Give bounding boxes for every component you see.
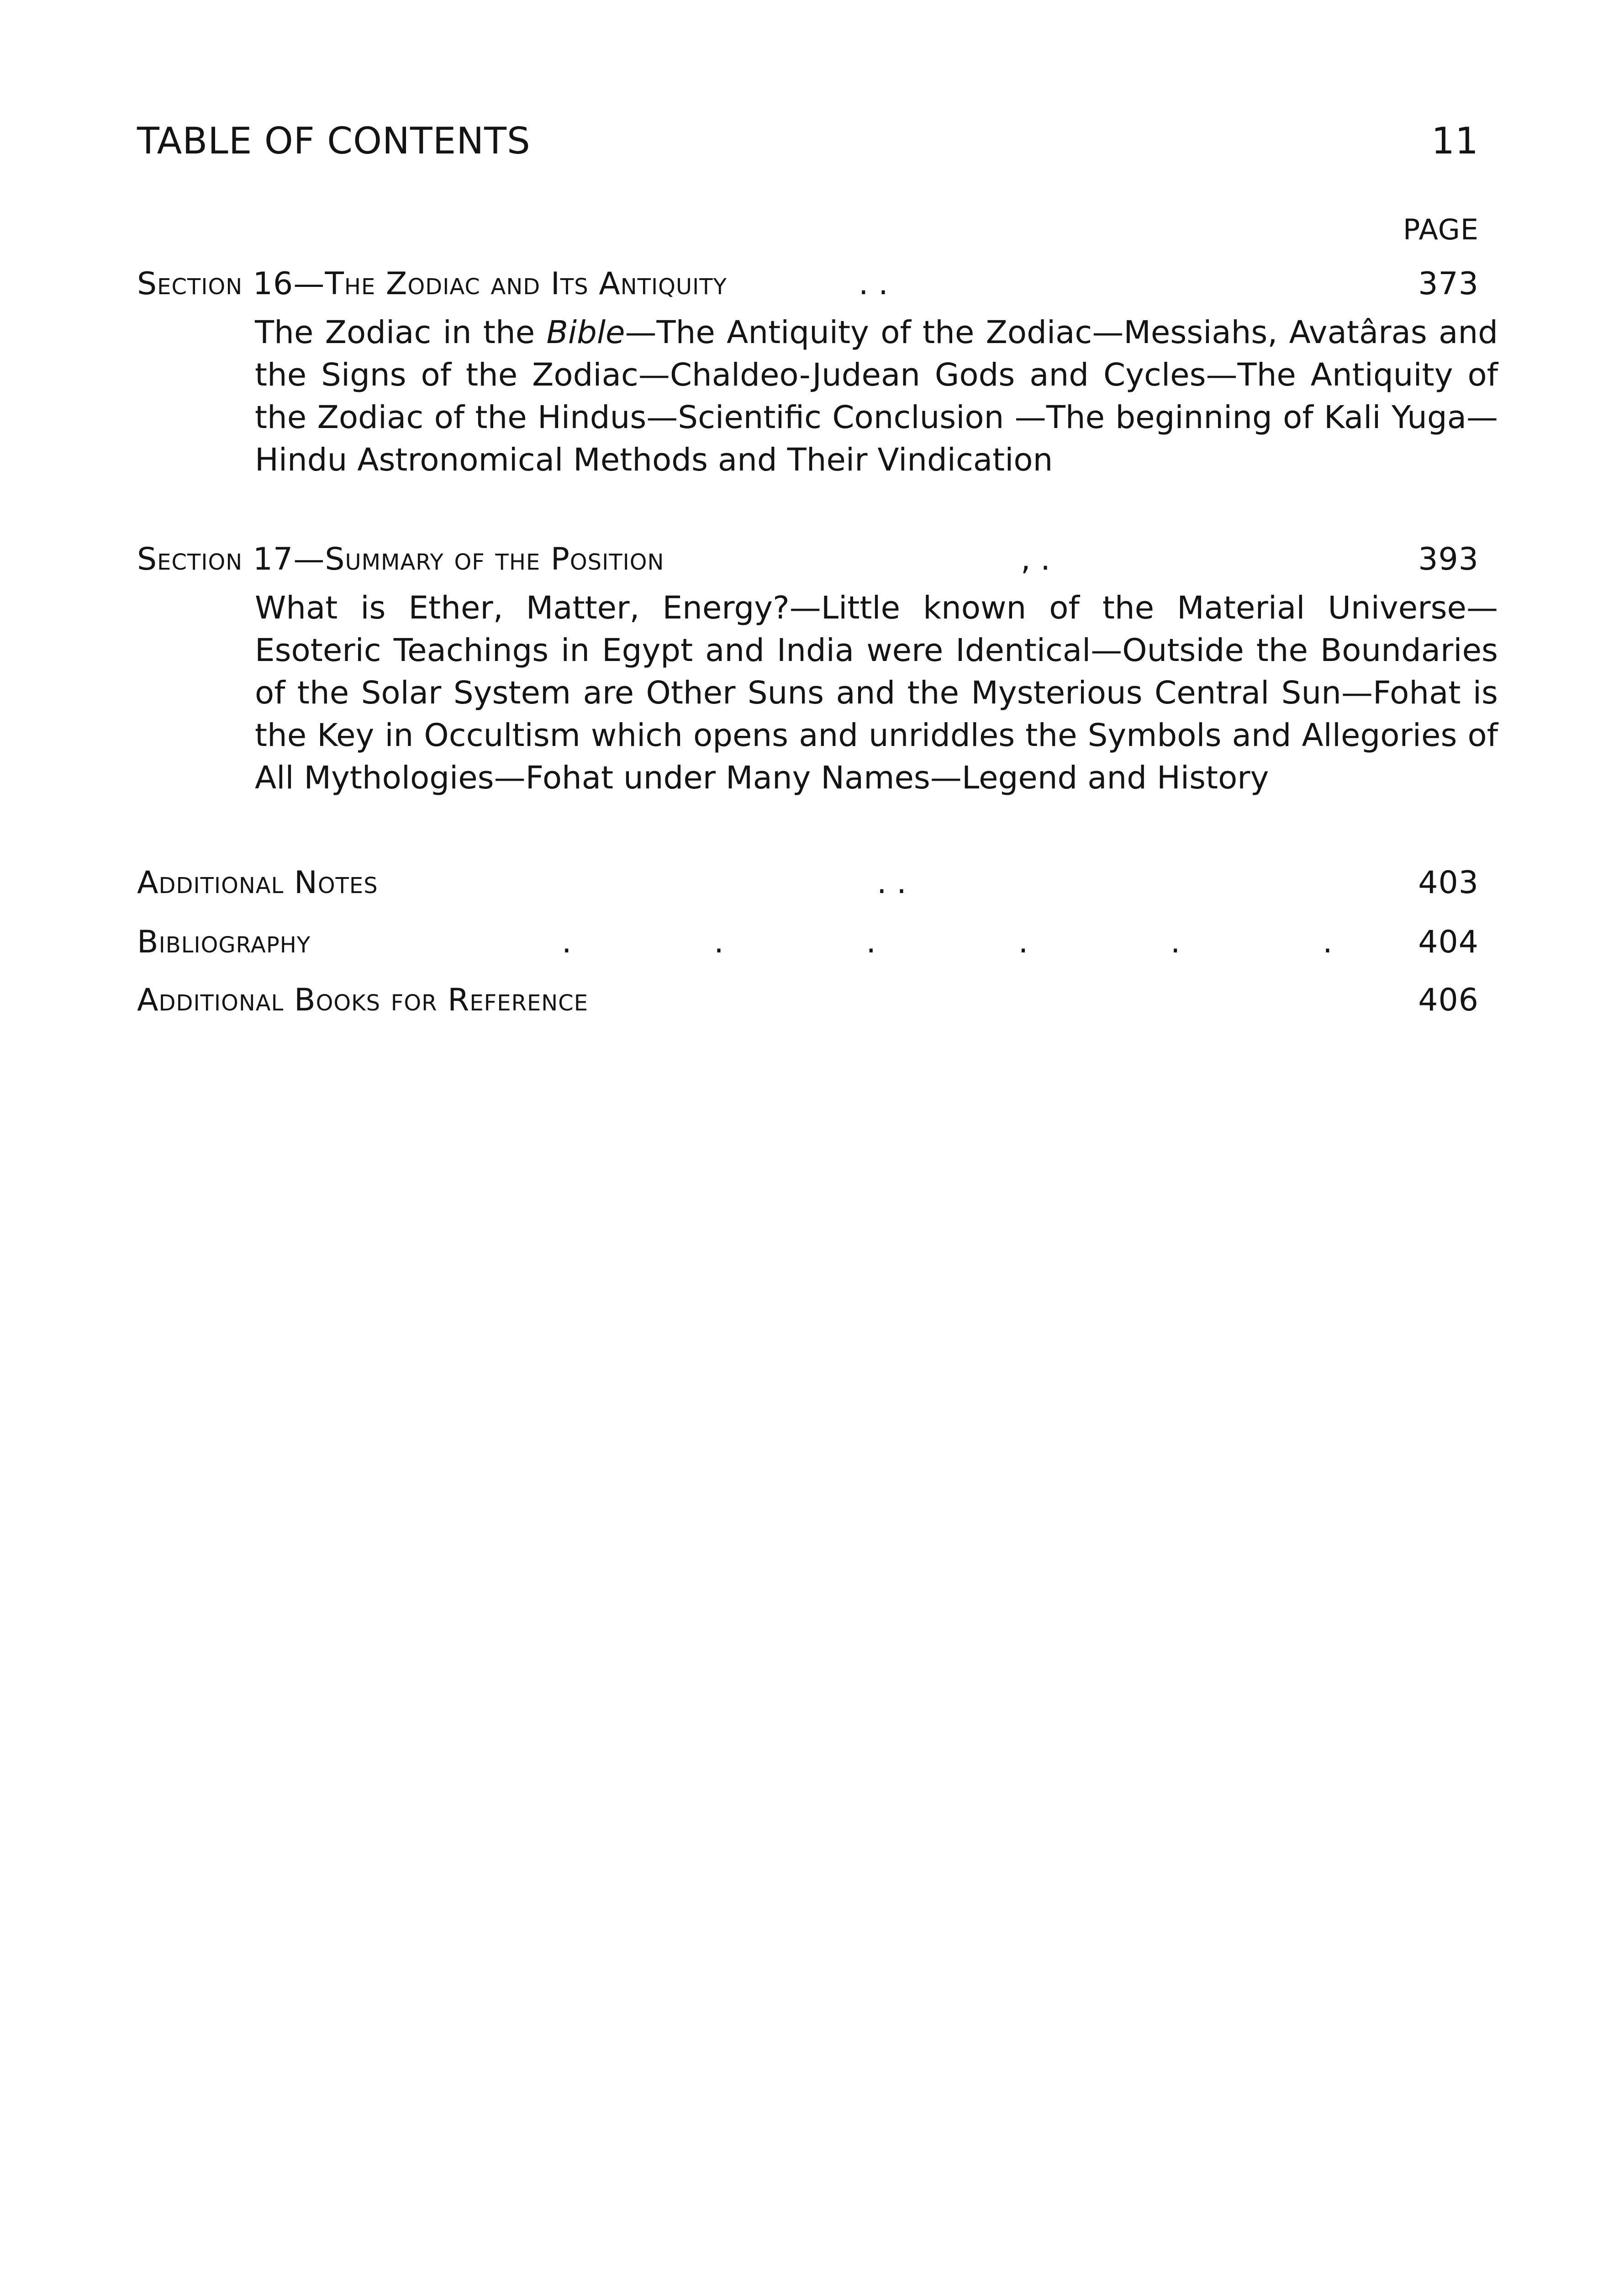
running-head-page-number: 11 [1431,120,1479,162]
toc-entry-page-number: 393 [1418,541,1479,577]
toc-entry-label: Additional Books for Reference [137,982,589,1018]
page-column-label: PAGE [1403,213,1479,246]
toc-entry-label: Bibliography [137,924,311,960]
toc-entry-page-number: 373 [1418,266,1479,302]
dot-leader: . . . . . . [562,924,1333,960]
toc-entry-additional-notes [137,865,1479,910]
toc-entry-additional-books [137,982,1479,1028]
description-text: —The Antiquity of the Zodiac—Messiahs, Avatâras and the Signs of the Zodiac—Chaldeo-Judean Gods and Cycles—The Antiquity of the Zodiac of the Hindus—Scientific Conclusion —The beginning of Kali Yuga—Hindu Astronomical Methods and Their Vindication [255,314,1498,478]
dot-leader: , . [1021,541,1050,577]
toc-entry-heading [137,541,1479,587]
toc-entry-page-number: 404 [1418,924,1479,960]
dot-leader: . . [859,266,888,302]
toc-entry-heading [137,982,1479,1028]
toc-entry-label: Section 17—Summary of the Position [137,541,664,577]
toc-entry-section-16 [137,266,1498,481]
toc-entry-heading [137,266,1479,312]
toc-entry-page-number: 406 [1418,982,1479,1018]
toc-entry-label: Additional Notes [137,865,378,901]
toc-entry-section-17 [137,541,1498,799]
toc-entry-label: Section 16—The Zodiac and Its Antiquity [137,266,727,302]
description-text: The Zodiac in the [255,314,547,351]
dot-leader: . . [877,865,907,901]
toc-entry-description [255,312,1498,481]
toc-entry-page-number: 403 [1418,865,1479,901]
toc-entry-description: What is Ether, Matter, Energy?—Little known of the Material Universe—Esoteric Teachings in Egypt and India were Identical—Outside the Boundaries of the Solar System are Other Suns and the Mysterious Central Sun—Fohat is the Key in Occultism which opens and unriddles the Symbols and Allegories of All Mythologies—Fohat under Many Names—Legend and History [255,590,1498,796]
running-head-title: TABLE OF CONTENTS [137,120,531,162]
toc-entry-heading [137,865,1479,910]
description-italic-text: Bible [546,314,625,351]
running-head [137,120,1479,170]
toc-entry-bibliography [137,924,1479,970]
toc-entry-heading [137,924,1479,970]
